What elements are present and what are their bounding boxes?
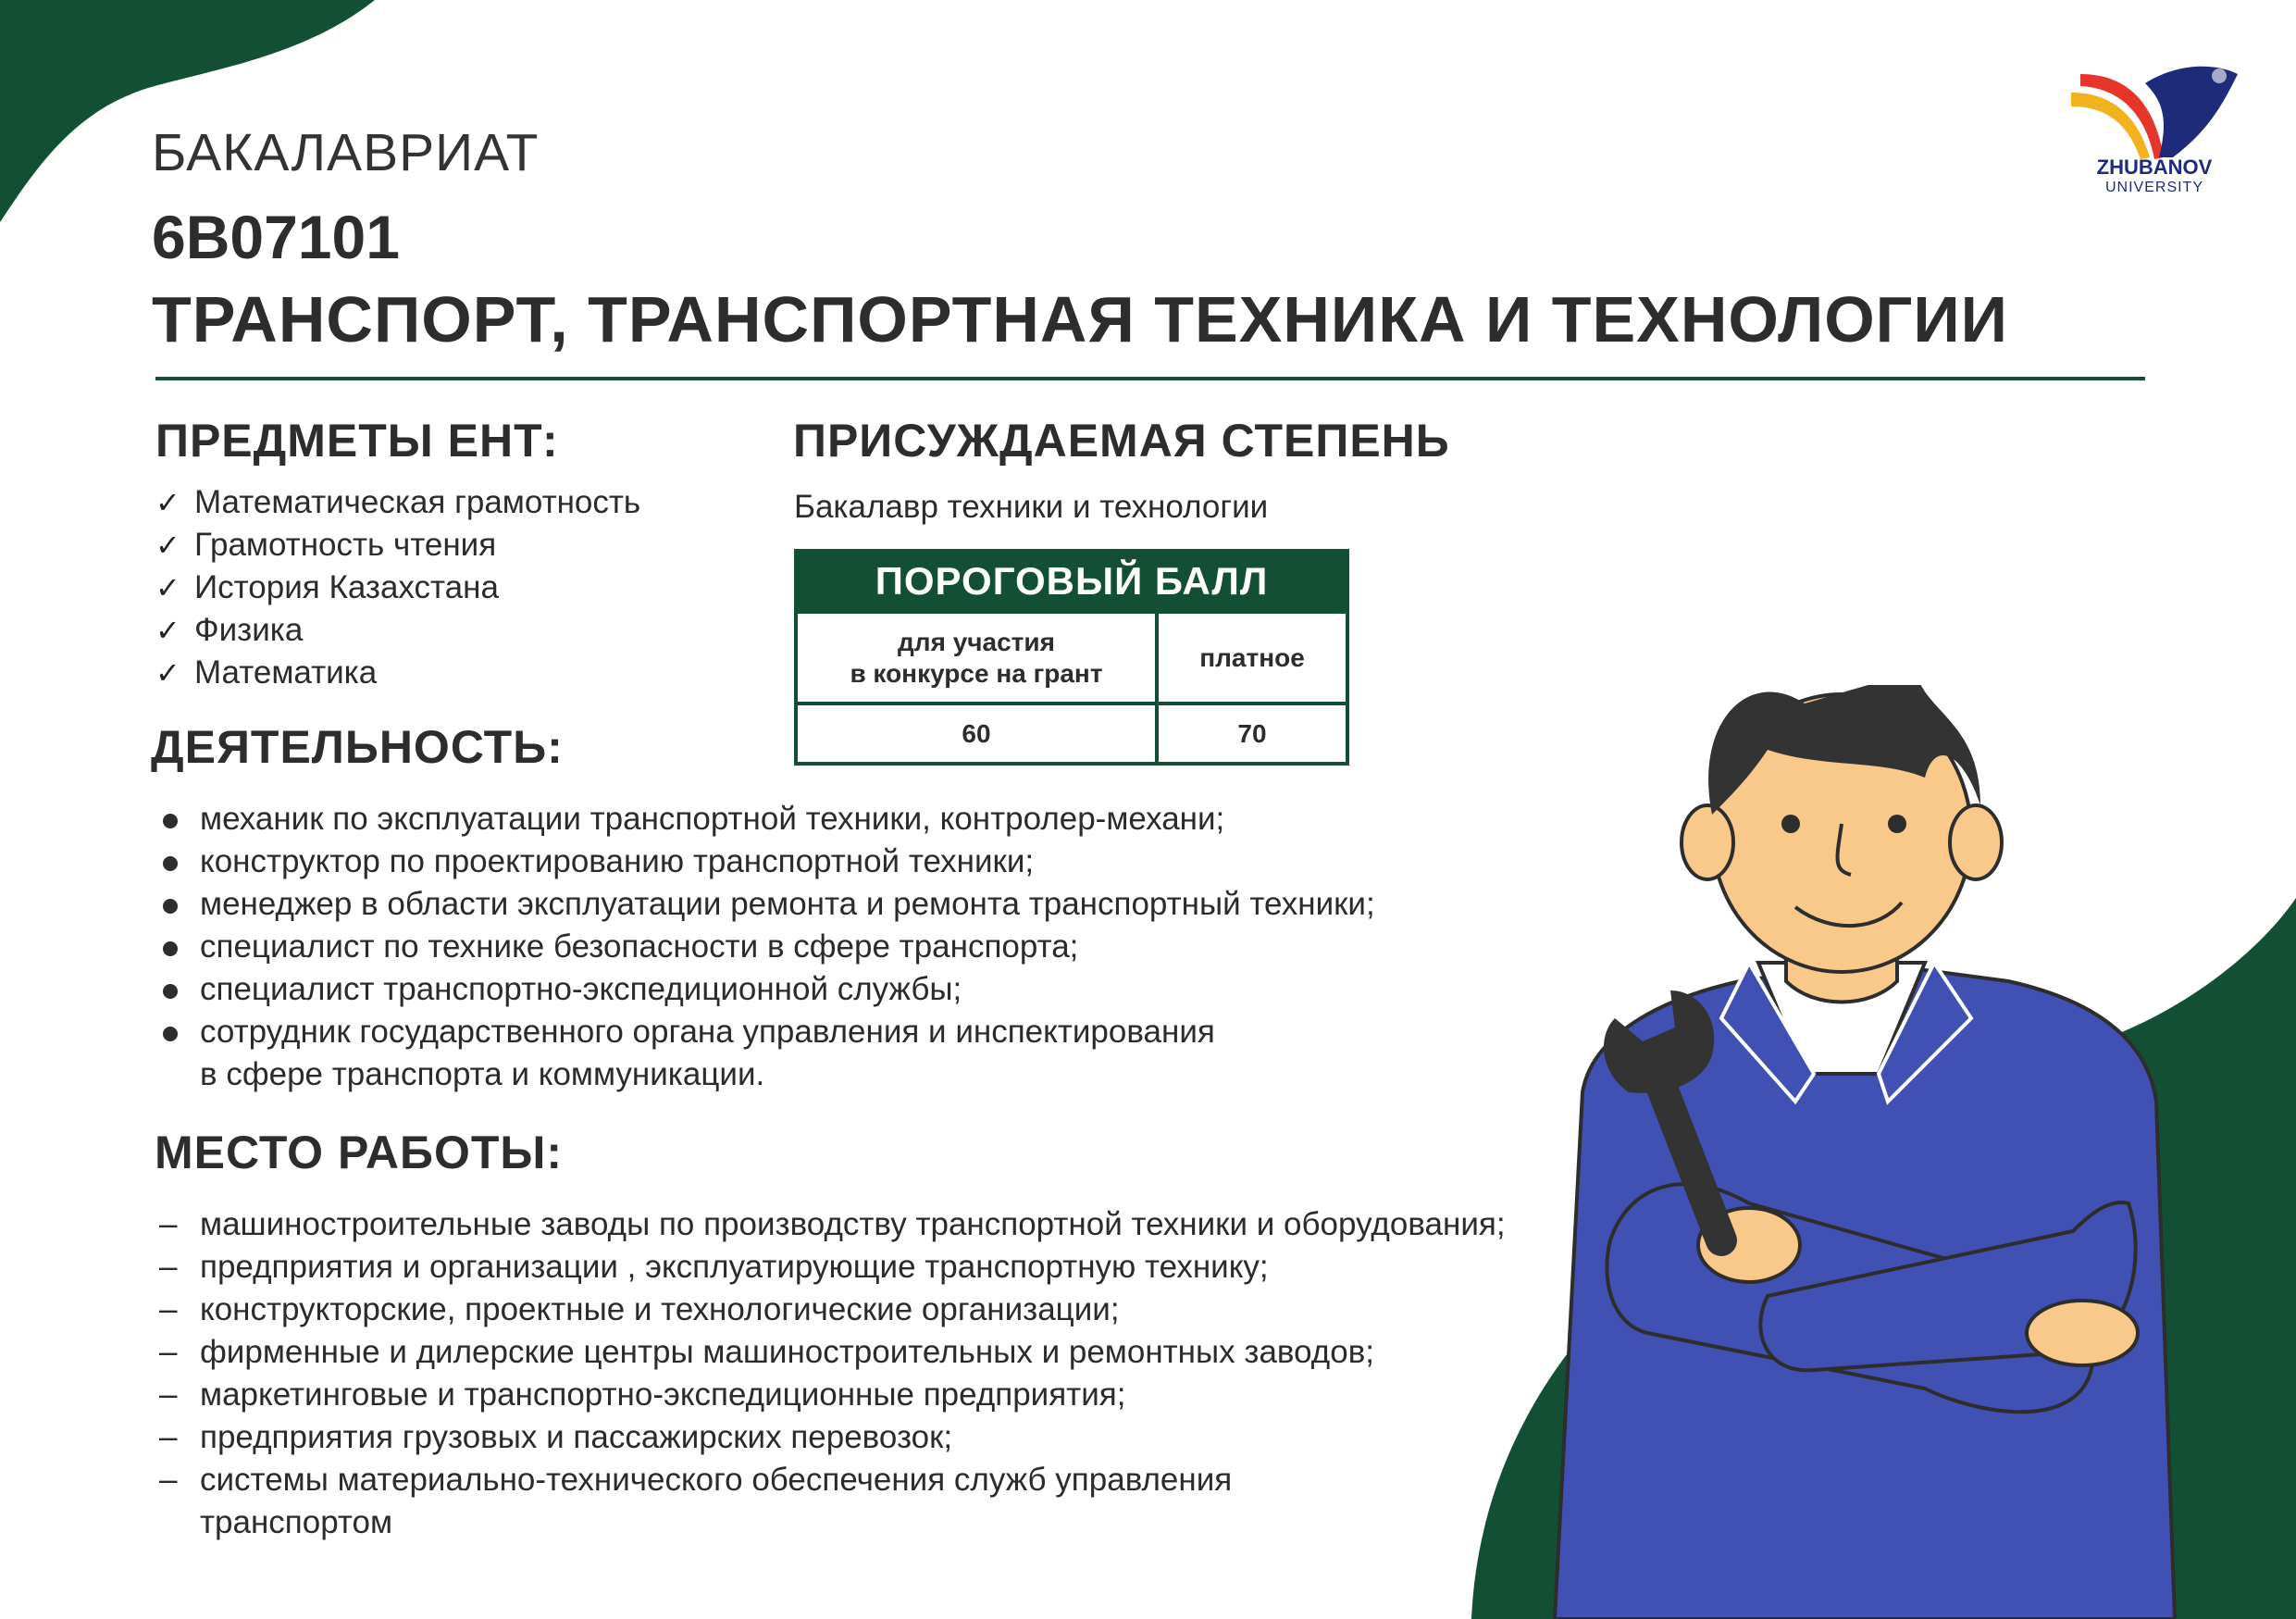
list-item: – машиностроительные заводы по производству транспортной техники и оборудования; bbox=[159, 1203, 1506, 1246]
workplace-list bbox=[159, 1203, 1506, 1544]
list-item: – маркетинговые и транспортно-экспедиционные предприятия; bbox=[159, 1374, 1506, 1416]
bullet-icon bbox=[159, 841, 200, 883]
list-item: конструктор по проектированию транспортной техники; bbox=[159, 841, 1375, 883]
list-item: – конструкторские, проектные и технологические организации; bbox=[159, 1289, 1506, 1331]
dash-icon: – bbox=[159, 1249, 178, 1285]
list-item: специалист транспортно-экспедиционной службы; bbox=[159, 968, 1375, 1011]
divider bbox=[155, 377, 2145, 380]
program-code: 6B07101 bbox=[152, 203, 400, 271]
bullet-icon bbox=[159, 926, 200, 968]
list-item: механик по эксплуатации транспортной техники, контролер-механи; bbox=[159, 798, 1375, 841]
checkmark-icon: ✓ bbox=[155, 486, 180, 519]
list-item: ✓ Грамотность чтения bbox=[155, 524, 640, 567]
bullet-icon bbox=[159, 798, 200, 841]
threshold-table bbox=[794, 549, 1349, 766]
activity-heading: ДЕЯТЕЛЬНОСТЬ: bbox=[151, 721, 564, 773]
table-row bbox=[798, 610, 1346, 702]
paid-score: 70 bbox=[1237, 718, 1267, 748]
list-item: – предприятия и организации , эксплуатирующие транспортную технику; bbox=[159, 1246, 1506, 1289]
list-item-continuation: транспортом bbox=[200, 1504, 393, 1540]
dash-icon: – bbox=[159, 1206, 178, 1242]
list-item: ✓ История Казахстана bbox=[155, 567, 640, 609]
program-level: БАКАЛАВРИАТ bbox=[152, 123, 540, 182]
checkmark-icon: ✓ bbox=[155, 529, 180, 562]
grant-score: 60 bbox=[798, 705, 1159, 762]
bullet-icon bbox=[159, 883, 200, 926]
list-item-continuation: в сфере транспорта и коммуникации. bbox=[200, 1056, 765, 1092]
list-item: менеджер в области эксплуатации ремонта и ремонта транспортный техники; bbox=[159, 883, 1375, 926]
list-item: – фирменные и дилерские центры машиностроительных и ремонтных заводов; bbox=[159, 1331, 1506, 1374]
dash-icon: – bbox=[159, 1334, 178, 1370]
degree-value: Бакалавр техники и технологии bbox=[794, 489, 1269, 525]
list-item: ✓ Математическая грамотность bbox=[155, 481, 640, 524]
logo-name: ZHUBANOV bbox=[2096, 156, 2213, 179]
program-title: ТРАНСПОРТ, ТРАНСПОРТНАЯ ТЕХНИКА И ТЕХНОЛОГИИ bbox=[152, 283, 2008, 355]
checkmark-icon: ✓ bbox=[155, 614, 180, 647]
dash-icon: – bbox=[159, 1419, 178, 1455]
list-item: ✓ Математика bbox=[155, 652, 640, 694]
checkmark-icon: ✓ bbox=[155, 571, 180, 604]
corner-blob-top-left bbox=[0, 0, 389, 231]
activity-list bbox=[159, 798, 1375, 1096]
paid-column-header: платное bbox=[1199, 642, 1305, 672]
logo-subtitle: UNIVERSITY bbox=[2104, 180, 2203, 195]
dash-icon: – bbox=[159, 1462, 178, 1498]
list-item: – системы материально-технического обеспечения служб управления bbox=[159, 1459, 1506, 1501]
ent-heading: ПРЕДМЕТЫ ЕНТ: bbox=[155, 415, 559, 467]
list-item: ✓ Физика bbox=[155, 609, 640, 652]
list-item: специалист по технике безопасности в сфере транспорта; bbox=[159, 926, 1375, 968]
list-item: сотрудник государственного органа управления и инспектирования bbox=[159, 1011, 1375, 1053]
bullet-icon bbox=[159, 1011, 200, 1053]
threshold-heading: ПОРОГОВЫЙ БАЛЛ bbox=[798, 553, 1346, 610]
ent-subject-list bbox=[155, 481, 640, 694]
grant-column-header: для участия в конкурсе на грант bbox=[798, 614, 1159, 702]
workplace-heading: МЕСТО РАБОТЫ: bbox=[155, 1127, 563, 1178]
dash-icon: – bbox=[159, 1376, 178, 1413]
bullet-icon bbox=[159, 968, 200, 1011]
mechanic-illustration bbox=[1444, 685, 2296, 1619]
checkmark-icon: ✓ bbox=[155, 656, 180, 690]
dash-icon: – bbox=[159, 1291, 178, 1327]
table-row bbox=[798, 702, 1346, 762]
degree-heading: ПРИСУЖДАЕМАЯ СТЕПЕНЬ bbox=[793, 415, 1450, 467]
list-item: – предприятия грузовых и пассажирских перевозок; bbox=[159, 1416, 1506, 1459]
